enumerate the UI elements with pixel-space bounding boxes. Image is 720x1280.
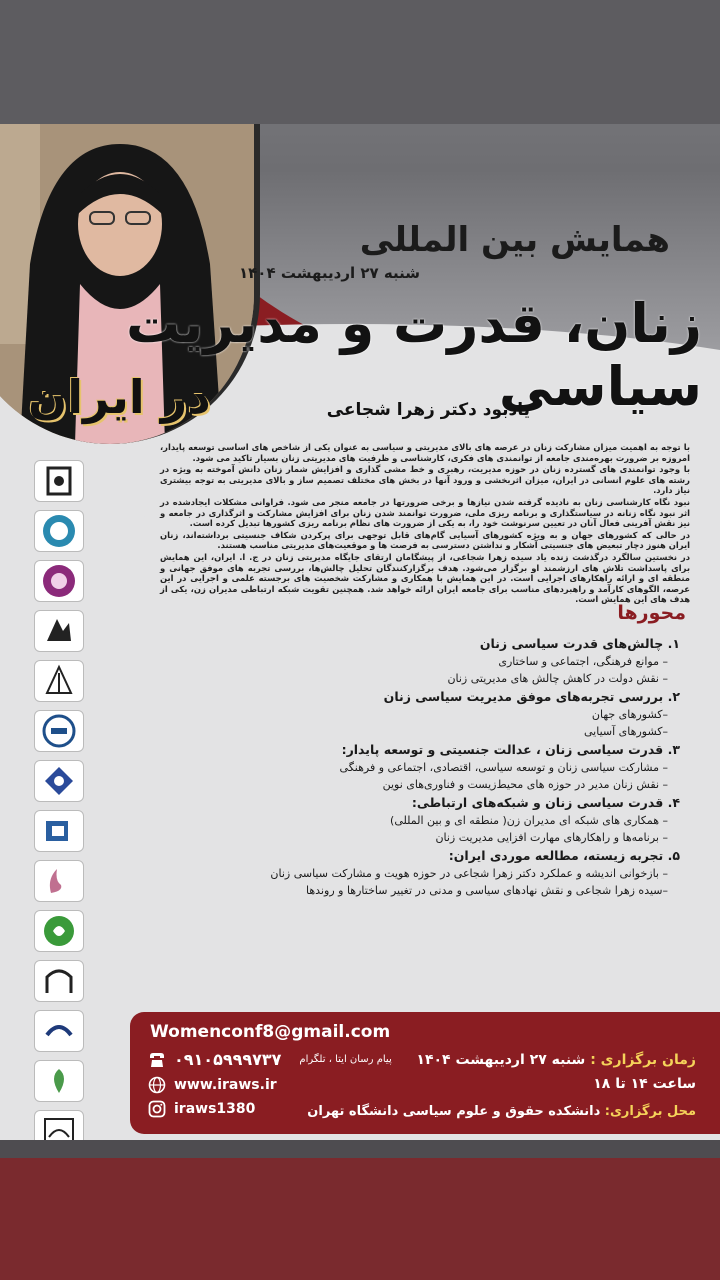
sponsor-logo: [34, 1010, 84, 1052]
conference-date-top: شنبه ۲۷ اردیبهشت ۱۴۰۴: [239, 264, 420, 282]
event-time-value: شنبه ۲۷ اردیبهشت ۱۴۰۴: [416, 1052, 591, 1068]
intro-paragraph: با توجه به اهمیت میزان مشارکت زنان در عرصه های بالای مدیریتی و سیاسی به عنوان یکی از شاخص های اساسی توسعه پایدار، امروزه بر ضرورت بهره‌مندی جامعه از توانمندی های فکری، کارشناسی و ظرفیت های مدیریتی زنان بسیار تاکید می شود.: [160, 442, 690, 463]
sponsor-logo: [34, 760, 84, 802]
conference-title: همایش بین المللی: [359, 220, 670, 260]
axis-heading: ۵. تجربه زیسته، مطالعه موردی ایران:: [448, 848, 680, 863]
axes-title: محورها: [617, 602, 686, 624]
sponsor-logo: [34, 910, 84, 952]
contact-website[interactable]: www.iraws.ir: [174, 1077, 277, 1093]
intro-paragraph: با وجود توانمندی های گسترده زنان در حوزه مدیریت، رهبری و خط مشی گذاری و افزایش شمار زنان دانش آموخته به ویژه در رشته های علوم انسانی در ایران، میزان اثربخشی و ورود آنها در بخش های مختلف تصمیم ساز و بالای مدیریتی به توجه بیشتری نیاز دارد.: [160, 464, 690, 496]
contact-website-row: [148, 1076, 277, 1094]
axis-section: [260, 634, 680, 687]
sponsor-logo: [34, 460, 84, 502]
event-time: [416, 1052, 696, 1068]
sponsor-logo: [34, 610, 84, 652]
event-place-value: دانشکده حقوق و علوم سیاسی دانشگاه تهران: [307, 1104, 605, 1119]
contact-phone-row: [148, 1050, 392, 1069]
axis-item: –کشورهای آسیایی: [584, 725, 668, 738]
contact-email[interactable]: Womenconf8@gmail.com: [150, 1022, 391, 1042]
axis-item: – بازخوانی اندیشه و عملکرد دکتر زهرا شجاعی در حوزه هویت و مشارکت سیاسی زنان: [270, 867, 668, 880]
sponsor-logo: [34, 1060, 84, 1102]
axis-item: – برنامه‌ها و راهکارهای مهارت افزایی مدیریت زنان: [435, 831, 668, 844]
axis-section: [260, 793, 680, 846]
poster: [0, 124, 720, 1142]
event-hours: ساعت ۱۴ تا ۱۸: [593, 1076, 696, 1092]
axis-item: –کشورهای جهان: [591, 708, 668, 721]
contact-instagram-row: [148, 1100, 255, 1118]
globe-icon: [148, 1076, 166, 1094]
intro-paragraph: در نخستین سالگرد درگذشت زنده یاد سیده زهرا شجاعی، از پیشگامان ارتقای جایگاه مدیریتی زنان در ج. ا. ایران، این همایش برای پاسداشت تلاش های ارزشمند او برگزار می‌شود. هدف برگزارکنندگان تحلیل چالش‌ها، بررسی تجربه های موفق جهانی و منطقه ای و ارائه راهکارهای اجرایی است. در این همایش با همکاری و مشارکت شخصیت های برجسته علمی و اجرایی در این عرصه، الگوهای کارآمد و راهبردهای مناسب برای جامعه ایران ارائه خواهد شد. همچنین تقویت شبکه ارتباطی مدیران زن، یکی از هدف های این همایش است.: [160, 551, 690, 605]
phone-icon: [148, 1051, 166, 1069]
axis-section: [260, 740, 680, 793]
sponsor-logo: [34, 560, 84, 602]
sponsor-logo: [34, 860, 84, 902]
axis-item: – موانع فرهنگی، اجتماعی و ساختاری: [498, 655, 668, 668]
sponsor-logos: [34, 460, 86, 1142]
bottom-band: [0, 1158, 720, 1280]
intro-text: [160, 442, 690, 606]
axis-heading: ۱. چالش‌های قدرت سیاسی زنان: [479, 636, 680, 651]
event-time-label: زمان برگزاری :: [590, 1052, 696, 1068]
main-title-suffix: در ایران: [28, 370, 211, 424]
axis-item: – نقش دولت در کاهش چالش های مدیریتی زنان: [447, 672, 668, 685]
intro-paragraph: نبود نگاه کارشناسی زنان به نادیده گرفته شدن نیازها و برخی ضرورتها در جامعه منجر می شود. فراوانی مشکلات ایجادشده در اثر نبود نگاه زنانه در سیاستگذاری و برنامه ریزی ملی، ضرورت توانمند شدن زنان برای افزایش مشارکت و اثرگذاری در جامعه و نیز نقش آفرینی فعال آنان در تعیین سرنوشت خود را، به یکی از ضرورت های نظام برنامه ریزی کشورها تبدیل کرده است.: [160, 496, 690, 529]
contact-phone-note: پیام رسان ایتا ، تلگرام: [299, 1054, 392, 1065]
event-place-label: محل برگزاری:: [604, 1104, 696, 1119]
bottom-divider: [0, 1140, 720, 1160]
main-title: زنان، قدرت و مدیریت سیاسی: [125, 292, 702, 418]
sponsor-logo: [34, 710, 84, 752]
sponsor-logo: [34, 1110, 84, 1142]
axis-heading: ۲. بررسی تجربه‌های موفق مدیریت سیاسی زنان: [383, 689, 680, 704]
axis-item: – نقش زنان مدیر در حوزه های محیط‌زیست و فناوری‌های نوین: [382, 778, 668, 791]
contact-phone[interactable]: ۰۹۱۰۵۹۹۹۷۳۷: [174, 1050, 282, 1069]
event-place: [307, 1104, 696, 1119]
axis-item: – همکاری های شبکه ای مدیران زن( منطقه ای و بین المللی): [390, 814, 668, 827]
sponsor-logo: [34, 510, 84, 552]
top-band: [0, 0, 720, 124]
sponsor-logo: [34, 660, 84, 702]
axis-item: – مشارکت سیاسی زنان و توسعه سیاسی، اقتصادی، اجتماعی و فرهنگی: [339, 761, 668, 774]
axis-section: [260, 846, 680, 899]
sponsor-logo: [34, 810, 84, 852]
axes-list: [260, 634, 680, 899]
axis-heading: ۴. قدرت سیاسی زنان و شبکه‌های ارتباطی:: [411, 795, 680, 810]
footer-info-box: [130, 1012, 720, 1134]
axis-item: –سیده زهرا شجاعی و نقش نهادهای سیاسی و مدنی در تغییر ساختارها و روندها: [306, 884, 668, 897]
axis-heading: ۳. قدرت سیاسی زنان ، عدالت جنسیتی و توسعه پایدار:: [341, 742, 680, 757]
contact-instagram[interactable]: iraws1380: [174, 1101, 256, 1117]
sponsor-logo: [34, 960, 84, 1002]
intro-paragraph: در حالی که کشورهای جهان و به ویژه کشورهای آسیایی گام‌های قابل توجهی برای پرکردن شکاف جنسیتی برداشته‌اند، زنان ایران هنوز دچار تبعیض های جنسیتی آشکار و نداشتن دسترسی به فرصت ها و موقعیت‌های مدیریتی مناسب هستند.: [160, 529, 690, 551]
instagram-icon: [148, 1100, 166, 1118]
axis-section: [260, 687, 680, 740]
memorial-subtitle: یادبود دکتر زهرا شجاعی: [326, 400, 530, 420]
